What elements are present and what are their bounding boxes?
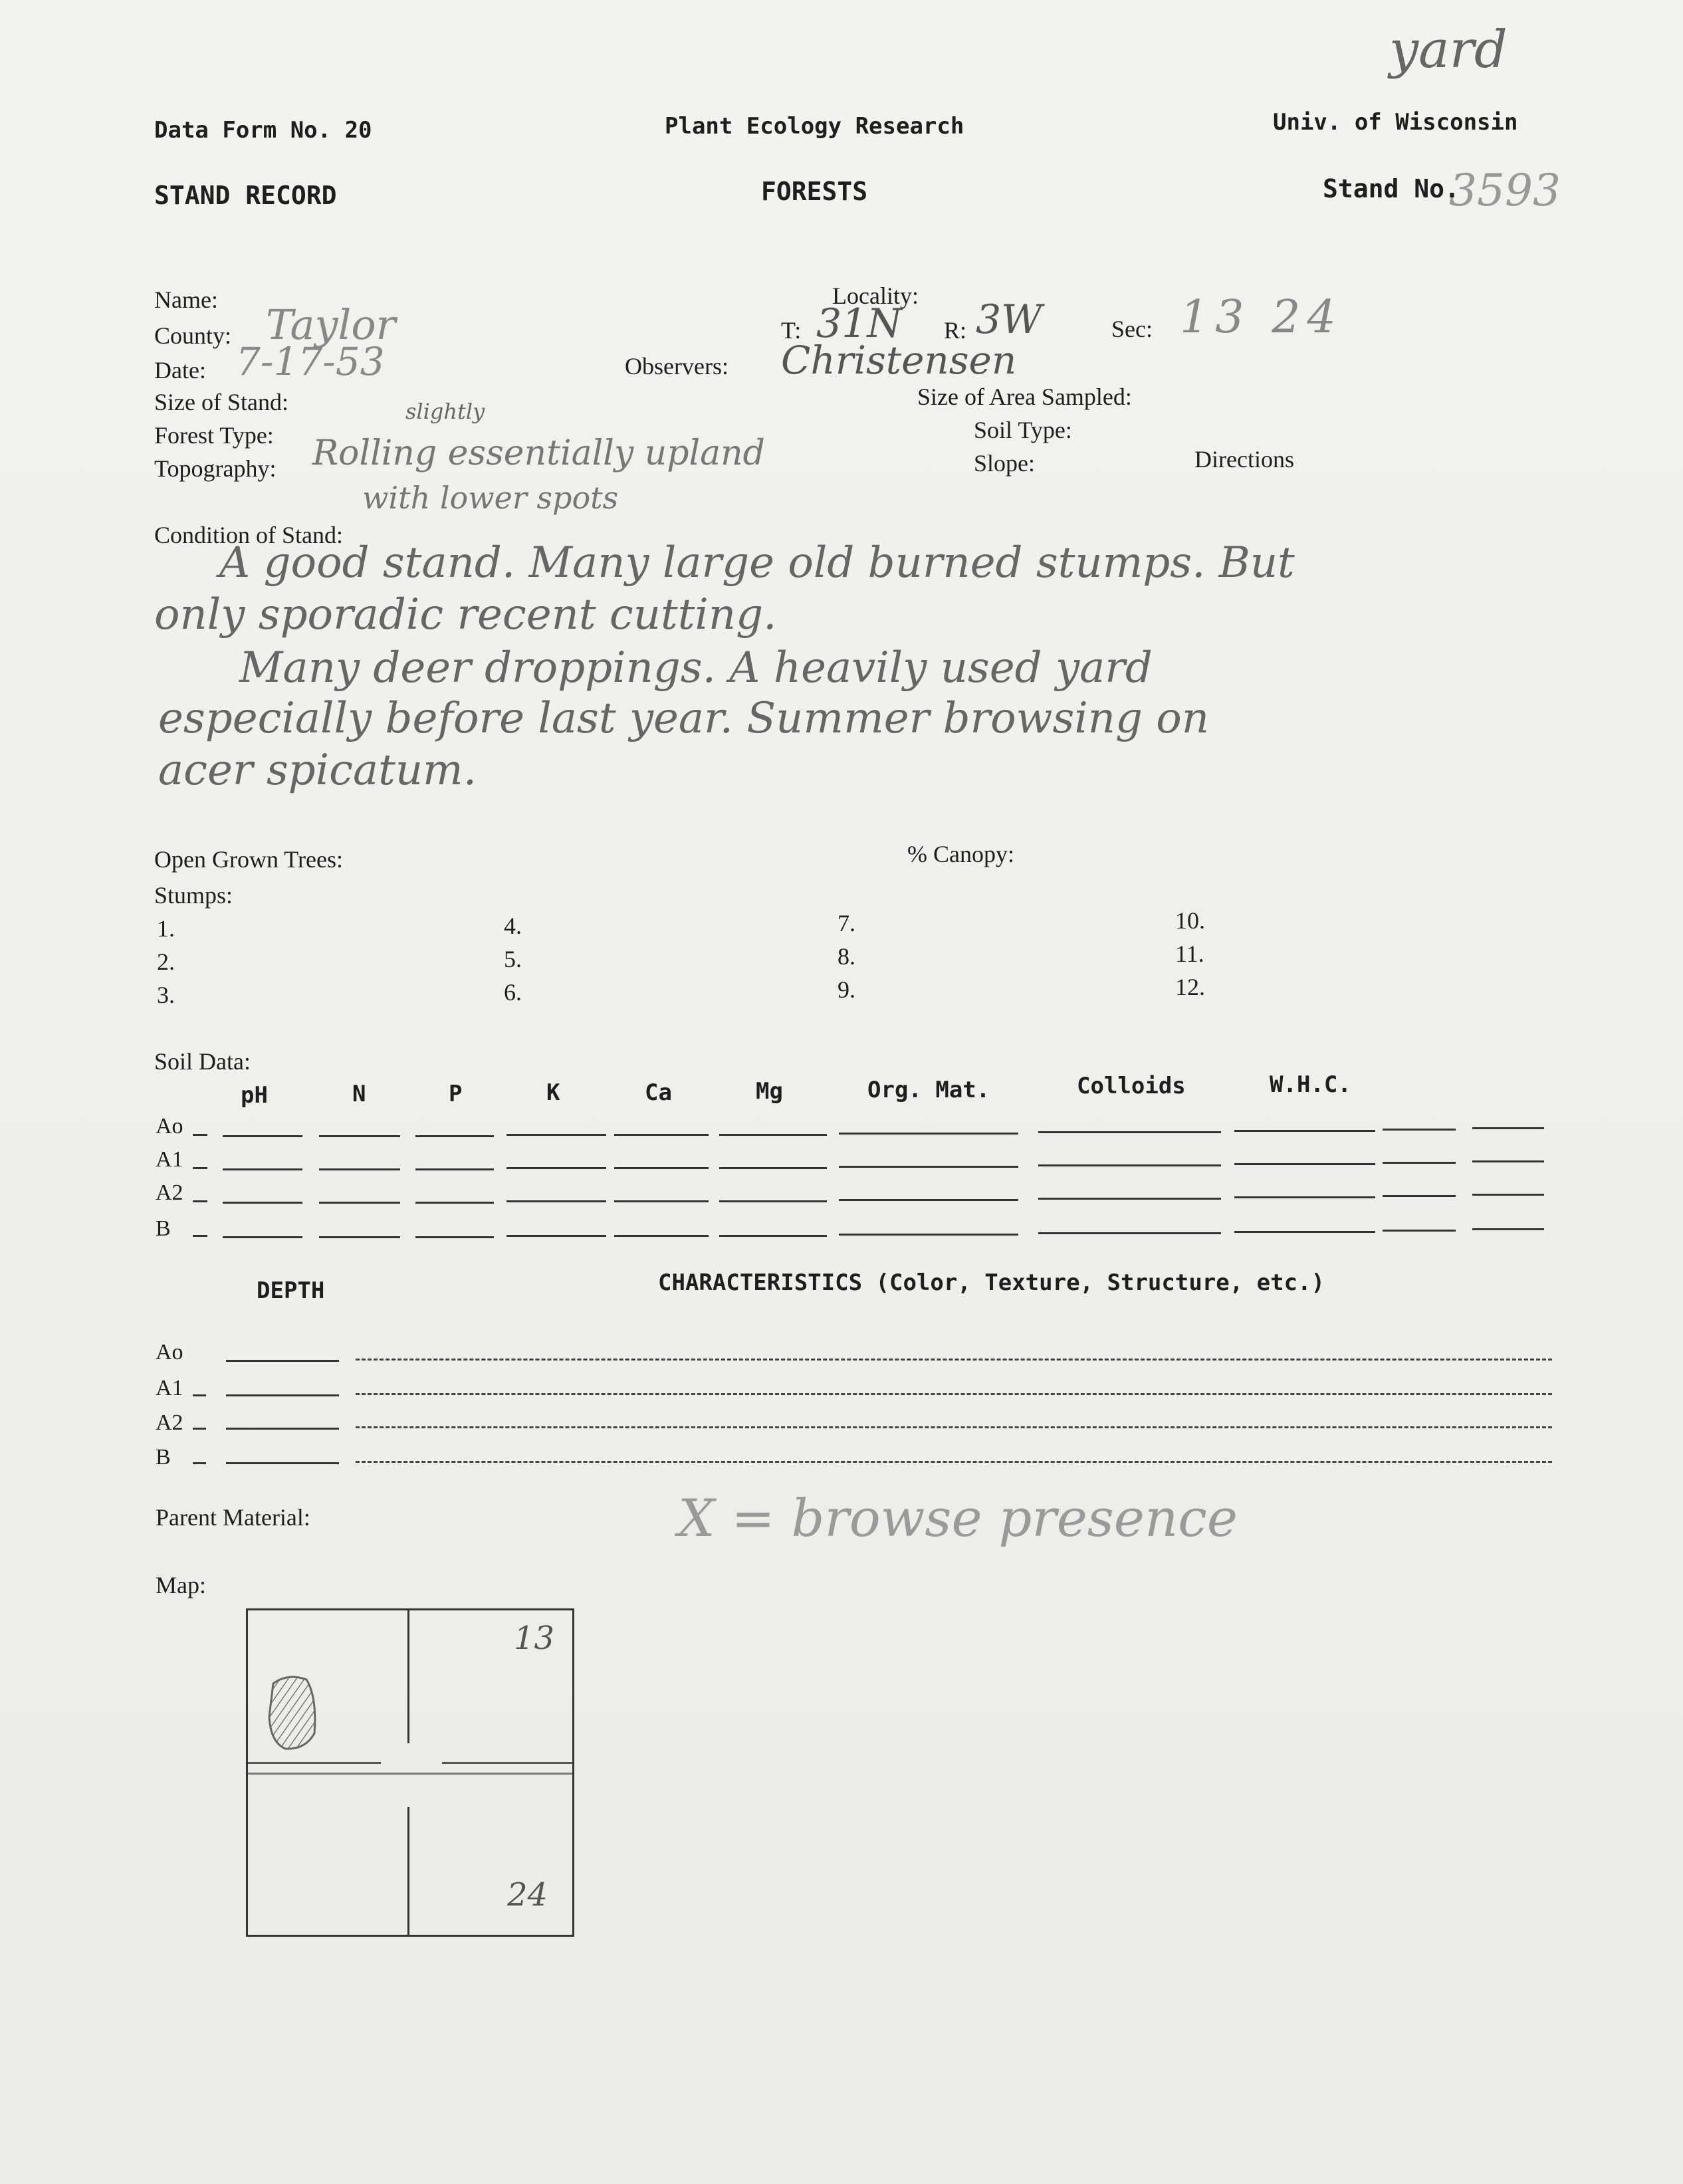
depth-horizon-a1: A1: [156, 1376, 183, 1400]
soil-col-p: P: [449, 1081, 463, 1107]
range-label: R:: [944, 317, 967, 344]
soil-col-colloids: Colloids: [1077, 1073, 1186, 1099]
parent-material-label: Parent Material:: [156, 1504, 310, 1531]
soil-col-mg: Mg: [756, 1078, 783, 1105]
form-number: Data Form No. 20: [154, 117, 372, 144]
depth-horizon-b: B: [156, 1445, 171, 1470]
stand-number-value: 3593: [1449, 165, 1561, 216]
stump-number: 12.: [1175, 974, 1205, 1000]
soil-type-label: Soil Type:: [974, 417, 1072, 443]
canopy-label: % Canopy:: [907, 841, 1014, 867]
depth-label: DEPTH: [257, 1277, 325, 1304]
map-label: Map:: [156, 1572, 206, 1598]
map-divider-vertical-bottom: [407, 1807, 409, 1937]
county-label: County:: [154, 322, 232, 349]
soil-data-label: Soil Data:: [154, 1048, 251, 1075]
county-value: Taylor: [266, 300, 396, 349]
size-of-stand-label: Size of Stand:: [154, 389, 288, 415]
name-label: Name:: [154, 286, 218, 313]
condition-line: only sporadic recent cutting.: [154, 590, 777, 639]
map-road-right: [442, 1762, 572, 1764]
observers-value: Christensen: [781, 338, 1017, 383]
soil-horizon-a2: A2: [156, 1180, 183, 1205]
condition-line: especially before last year. Summer browsing on: [158, 694, 1210, 743]
topography-value-2: with lower spots: [362, 480, 619, 516]
depth-horizon-a2: A2: [156, 1410, 183, 1435]
stumps-label: Stumps:: [154, 882, 233, 909]
stump-number: 1.: [157, 915, 175, 942]
stump-number: 10.: [1175, 907, 1205, 934]
section-map: [246, 1608, 574, 1937]
soil-col-ph: pH: [241, 1082, 268, 1109]
condition-label: Condition of Stand:: [154, 522, 344, 548]
soil-col-ca: Ca: [645, 1079, 672, 1106]
soil-col-n: N: [352, 1081, 366, 1107]
slope-label: Slope:: [974, 450, 1036, 477]
topography-value: Rolling essentially upland: [312, 433, 765, 473]
stump-number: 4.: [504, 913, 522, 939]
forest-type-label: Forest Type:: [154, 422, 274, 449]
section-label: Sec:: [1111, 316, 1153, 342]
research-title: Plant Ecology Research: [665, 113, 964, 140]
stump-number: 3.: [157, 982, 175, 1008]
open-grown-trees-label: Open Grown Trees:: [154, 846, 343, 873]
stump-number: 11.: [1175, 940, 1204, 967]
stump-number: 6.: [504, 979, 522, 1006]
handwritten-yard-note: yard: [1389, 20, 1508, 80]
condition-line: A good stand. Many large old burned stumps. But: [219, 538, 1295, 588]
category-title: FORESTS: [761, 177, 868, 206]
township-label: T:: [781, 317, 802, 344]
topography-label: Topography:: [154, 455, 277, 482]
stump-number: 7.: [838, 910, 855, 936]
stump-number: 9.: [838, 976, 855, 1003]
browse-legend-note: X = browse presence: [678, 1489, 1238, 1549]
date-value: 7-17-53: [236, 339, 385, 384]
soil-col-k: K: [546, 1079, 560, 1106]
township-value: 31N: [816, 300, 902, 347]
locality-label: Locality:: [832, 282, 919, 309]
stump-number: 2.: [157, 948, 175, 975]
map-section-24: 24: [507, 1876, 548, 1913]
soil-col-whc: W.H.C.: [1270, 1071, 1351, 1098]
topography-insert: slightly: [405, 399, 485, 424]
date-label: Date:: [154, 357, 206, 383]
depth-horizon-ao: Ao: [156, 1340, 183, 1365]
section-value: 13 24: [1180, 291, 1343, 344]
university-name: Univ. of Wisconsin: [1273, 109, 1518, 136]
stump-number: 5.: [504, 946, 522, 972]
map-section-line: [248, 1773, 572, 1775]
condition-line: Many deer droppings. A heavily used yard: [239, 643, 1153, 693]
stump-number: 8.: [838, 943, 855, 970]
range-value: 3W: [976, 296, 1042, 343]
browse-area-hatch-icon: [261, 1670, 328, 1763]
directions-label: Directions: [1194, 446, 1294, 473]
soil-col-org-mat: Org. Mat.: [867, 1077, 990, 1103]
record-type: STAND RECORD: [154, 181, 337, 210]
characteristics-label: CHARACTERISTICS (Color, Texture, Structure, etc.): [658, 1269, 1325, 1296]
map-divider-vertical-top: [407, 1610, 409, 1743]
size-of-area-label: Size of Area Sampled:: [917, 383, 1132, 410]
soil-horizon-a1: A1: [156, 1147, 183, 1172]
condition-line: acer spicatum.: [158, 746, 477, 795]
stand-number-label: Stand No.: [1323, 174, 1460, 203]
map-section-13: 13: [514, 1620, 555, 1657]
soil-horizon-b: B: [156, 1216, 171, 1241]
soil-horizon-ao: Ao: [156, 1114, 183, 1139]
observers-label: Observers:: [625, 353, 729, 380]
